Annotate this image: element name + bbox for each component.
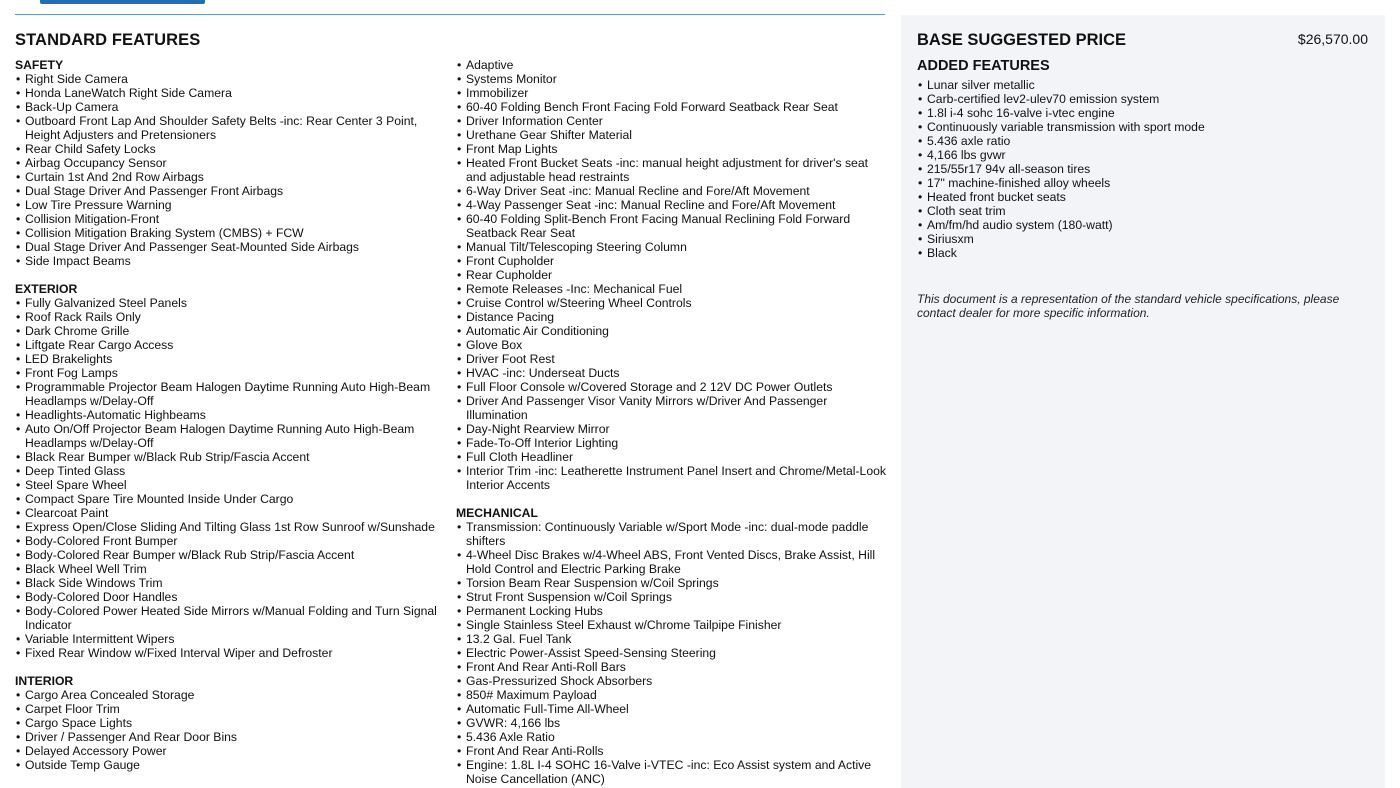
added-feature-item: • Cloth seat trim <box>917 204 1367 218</box>
feature-item: • Black Side Windows Trim <box>15 576 445 590</box>
added-feature-item: • Carb-certified lev2-ulev70 emission system <box>917 92 1367 106</box>
feature-item: • Automatic Air Conditioning <box>456 324 886 338</box>
feature-item: • Headlights-Automatic Highbeams <box>15 408 445 422</box>
added-feature-item: • 17" machine-finished alloy wheels <box>917 176 1367 190</box>
header-divider <box>15 14 885 15</box>
feature-item: • Cargo Area Concealed Storage <box>15 688 445 702</box>
feature-item: • Body-Colored Door Handles <box>15 590 445 604</box>
feature-item: • Front And Rear Anti-Roll Bars <box>456 660 886 674</box>
feature-item: • 4-Wheel Disc Brakes w/4-Wheel ABS, Front Vented Discs, Brake Assist, Hill Hold Control and Electric Parking Brake <box>456 548 886 576</box>
feature-item: • HVAC -inc: Underseat Ducts <box>456 366 886 380</box>
base-price-value: $26,570.00 <box>1297 31 1368 47</box>
feature-item: • Airbag Occupancy Sensor <box>15 156 445 170</box>
feature-item: • Rear Cupholder <box>456 268 886 282</box>
feature-list <box>15 688 445 772</box>
standard-features-title: STANDARD FEATURES <box>15 31 201 49</box>
feature-item: • Electric Power-Assist Speed-Sensing Steering <box>456 646 886 660</box>
feature-item: • Liftgate Rear Cargo Access <box>15 338 445 352</box>
feature-item: • Carpet Floor Trim <box>15 702 445 716</box>
added-feature-item: • Am/fm/hd audio system (180-watt) <box>917 218 1367 232</box>
added-feature-item: • 5.436 axle ratio <box>917 134 1367 148</box>
feature-item: • Body-Colored Front Bumper <box>15 534 445 548</box>
feature-item: • Gas-Pressurized Shock Absorbers <box>456 674 886 688</box>
section-heading: SAFETY <box>15 58 64 72</box>
feature-item: • Cargo Space Lights <box>15 716 445 730</box>
feature-item: • Compact Spare Tire Mounted Inside Under Cargo <box>15 492 445 506</box>
feature-item: • Urethane Gear Shifter Material <box>456 128 886 142</box>
section-heading: EXTERIOR <box>15 282 78 296</box>
added-feature-item: • Heated front bucket seats <box>917 190 1367 204</box>
feature-item: • Interior Trim -inc: Leatherette Instrument Panel Insert and Chrome/Metal-Look Interior Accents <box>456 464 886 492</box>
feature-item: • Black Wheel Well Trim <box>15 562 445 576</box>
feature-item: • Side Impact Beams <box>15 254 445 268</box>
feature-item: • Automatic Full-Time All-Wheel <box>456 702 886 716</box>
feature-list <box>456 520 886 786</box>
feature-item: • 850# Maximum Payload <box>456 688 886 702</box>
feature-item: • Outboard Front Lap And Shoulder Safety Belts -inc: Rear Center 3 Point, Height Adjusters and Pretensioners <box>15 114 445 142</box>
feature-item: • Deep Tinted Glass <box>15 464 445 478</box>
feature-section <box>15 58 445 268</box>
feature-item: • 60-40 Folding Split-Bench Front Facing Manual Reclining Fold Forward Seatback Rear Seat <box>456 212 886 240</box>
feature-item: • Fully Galvanized Steel Panels <box>15 296 445 310</box>
added-features-list <box>917 78 1367 260</box>
feature-item: • 4-Way Passenger Seat -inc: Manual Recline and Fore/Aft Movement <box>456 198 886 212</box>
section-heading: MECHANICAL <box>456 506 538 520</box>
features-column-2 <box>456 58 886 786</box>
feature-item: • GVWR: 4,166 lbs <box>456 716 886 730</box>
brand-logo <box>40 0 205 4</box>
feature-item: • Front Cupholder <box>456 254 886 268</box>
feature-item: • Dual Stage Driver And Passenger Front Airbags <box>15 184 445 198</box>
feature-item: • Heated Front Bucket Seats -inc: manual height adjustment for driver's seat and adjustable head restraints <box>456 156 886 184</box>
feature-section <box>15 674 445 772</box>
feature-item: • Driver / Passenger And Rear Door Bins <box>15 730 445 744</box>
feature-item: • Rear Child Safety Locks <box>15 142 445 156</box>
feature-item: • Fade-To-Off Interior Lighting <box>456 436 886 450</box>
feature-item: • Transmission: Continuously Variable w/Sport Mode -inc: dual-mode paddle shifters <box>456 520 886 548</box>
added-feature-item: • Siriusxm <box>917 232 1367 246</box>
feature-item: • Collision Mitigation-Front <box>15 212 445 226</box>
feature-item: • Variable Intermittent Wipers <box>15 632 445 646</box>
feature-item: • Driver Foot Rest <box>456 352 886 366</box>
feature-item: • Steel Spare Wheel <box>15 478 445 492</box>
feature-item: • Driver Information Center <box>456 114 886 128</box>
feature-item: • Full Floor Console w/Covered Storage and 2 12V DC Power Outlets <box>456 380 886 394</box>
feature-item: • Clearcoat Paint <box>15 506 445 520</box>
feature-item: • Fixed Rear Window w/Fixed Interval Wiper and Defroster <box>15 646 445 660</box>
added-feature-item: • 215/55r17 94v all-season tires <box>917 162 1367 176</box>
feature-item: • Strut Front Suspension w/Coil Springs <box>456 590 886 604</box>
feature-item: • Glove Box <box>456 338 886 352</box>
feature-list <box>15 72 445 268</box>
feature-item: • Distance Pacing <box>456 310 886 324</box>
feature-item: • Body-Colored Rear Bumper w/Black Rub Strip/Fascia Accent <box>15 548 445 562</box>
feature-section <box>15 282 445 660</box>
feature-item: • Roof Rack Rails Only <box>15 310 445 324</box>
feature-item: • Outside Temp Gauge <box>15 758 445 772</box>
disclaimer-text: This document is a representation of the standard vehicle specifications, please contact dealer for more specific information. <box>917 292 1340 320</box>
feature-item: • 5.436 Axle Ratio <box>456 730 886 744</box>
added-features-title: ADDED FEATURES <box>917 58 1050 74</box>
feature-item: • 60-40 Folding Bench Front Facing Fold Forward Seatback Rear Seat <box>456 100 886 114</box>
feature-item: • Honda LaneWatch Right Side Camera <box>15 86 445 100</box>
feature-item: • Body-Colored Power Heated Side Mirrors w/Manual Folding and Turn Signal Indicator <box>15 604 445 632</box>
feature-item: • Dual Stage Driver And Passenger Seat-Mounted Side Airbags <box>15 240 445 254</box>
feature-item: • Express Open/Close Sliding And Tilting Glass 1st Row Sunroof w/Sunshade <box>15 520 445 534</box>
feature-item: • Remote Releases -Inc: Mechanical Fuel <box>456 282 886 296</box>
feature-section <box>456 58 886 492</box>
feature-item: • Low Tire Pressure Warning <box>15 198 445 212</box>
feature-item: • Manual Tilt/Telescoping Steering Column <box>456 240 886 254</box>
added-feature-item: • 4,166 lbs gvwr <box>917 148 1367 162</box>
added-feature-item: • Continuously variable transmission with sport mode <box>917 120 1367 134</box>
feature-item: • Single Stainless Steel Exhaust w/Chrome Tailpipe Finisher <box>456 618 886 632</box>
feature-item: • 6-Way Driver Seat -inc: Manual Recline and Fore/Aft Movement <box>456 184 886 198</box>
base-price-title: BASE SUGGESTED PRICE <box>917 31 1127 49</box>
feature-item: • Front Fog Lamps <box>15 366 445 380</box>
feature-list <box>15 296 445 660</box>
feature-item: • Programmable Projector Beam Halogen Daytime Running Auto High-Beam Headlamps w/Delay-Off <box>15 380 445 408</box>
feature-item: • Systems Monitor <box>456 72 886 86</box>
feature-list <box>456 58 886 492</box>
feature-item: • Auto On/Off Projector Beam Halogen Daytime Running Auto High-Beam Headlamps w/Delay-Off <box>15 422 445 450</box>
feature-section <box>456 506 886 786</box>
added-feature-item: • Lunar silver metallic <box>917 78 1367 92</box>
feature-item: • Torsion Beam Rear Suspension w/Coil Springs <box>456 576 886 590</box>
added-feature-item: • 1.8l i-4 sohc 16-valve i-vtec engine <box>917 106 1367 120</box>
feature-item: • Full Cloth Headliner <box>456 450 886 464</box>
feature-item: • Black Rear Bumper w/Black Rub Strip/Fascia Accent <box>15 450 445 464</box>
features-column-1 <box>15 58 445 772</box>
feature-item: • Delayed Accessory Power <box>15 744 445 758</box>
feature-item: • Dark Chrome Grille <box>15 324 445 338</box>
feature-item: • LED Brakelights <box>15 352 445 366</box>
feature-item: • Driver And Passenger Visor Vanity Mirrors w/Driver And Passenger Illumination <box>456 394 886 422</box>
feature-item: • Immobilizer <box>456 86 886 100</box>
section-heading: INTERIOR <box>15 674 74 688</box>
feature-item: • Back-Up Camera <box>15 100 445 114</box>
feature-item: • Curtain 1st And 2nd Row Airbags <box>15 170 445 184</box>
added-feature-item: • Black <box>917 246 1367 260</box>
feature-item: • Front And Rear Anti-Rolls <box>456 744 886 758</box>
feature-item: • Collision Mitigation Braking System (CMBS) + FCW <box>15 226 445 240</box>
feature-item: • Adaptive <box>456 58 886 72</box>
feature-item: • Front Map Lights <box>456 142 886 156</box>
feature-item: • Right Side Camera <box>15 72 445 86</box>
feature-item: • Cruise Control w/Steering Wheel Controls <box>456 296 886 310</box>
feature-item: • Day-Night Rearview Mirror <box>456 422 886 436</box>
feature-item: • Permanent Locking Hubs <box>456 604 886 618</box>
feature-item: • Engine: 1.8L I-4 SOHC 16-Valve i-VTEC -inc: Eco Assist system and Active Noise Cancellation (ANC) <box>456 758 886 786</box>
feature-item: • 13.2 Gal. Fuel Tank <box>456 632 886 646</box>
price-panel <box>901 15 1385 788</box>
